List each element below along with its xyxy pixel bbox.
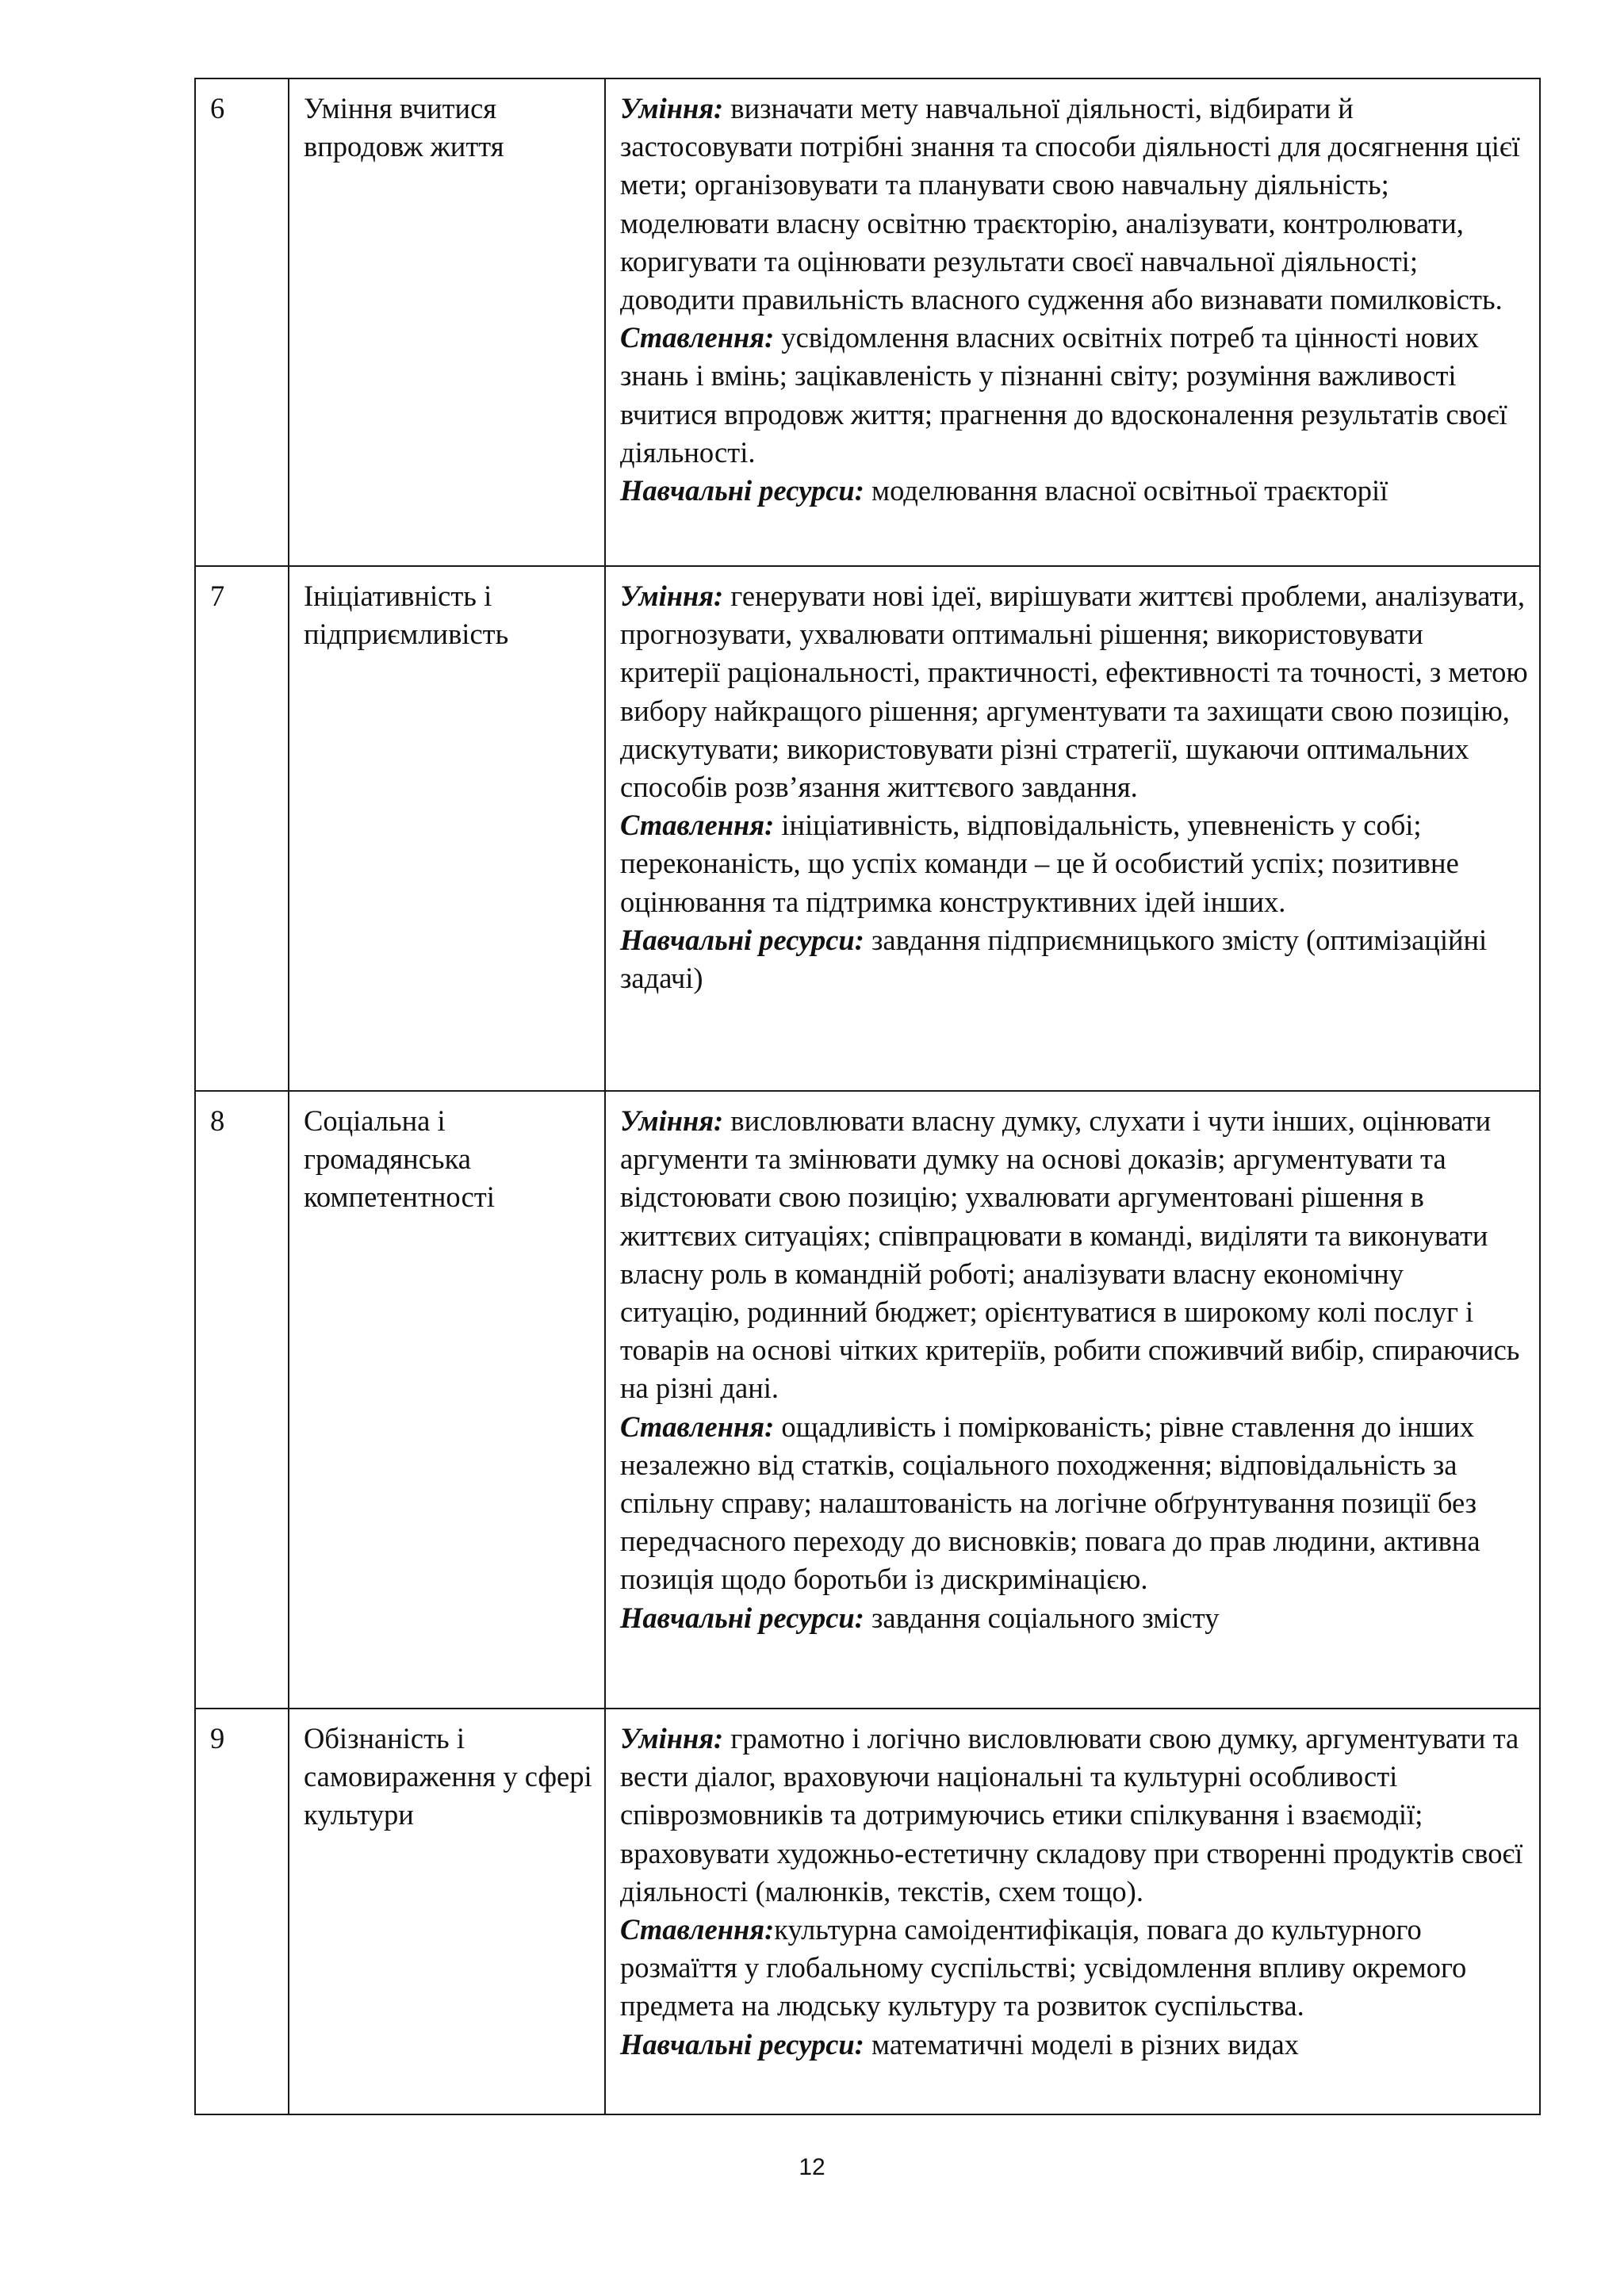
skills-label: Уміння: <box>620 580 724 612</box>
resources-label: Навчальні ресурси: <box>620 474 864 507</box>
row-number: 8 <box>195 1091 289 1709</box>
resources-line <box>620 921 1530 997</box>
attitudes-text: культурна самоідентифікація, повага до культурного розмаїття у глобальному суспільстві; усвідомлення впливу окремого предмета на людську культуру та розвиток суспільства. <box>620 1913 1467 2022</box>
resources-text: завдання соціального змісту <box>871 1601 1220 1634</box>
skills-text: висловлювати власну думку, слухати і чути інших, оцінювати аргументи та змінювати думку на основі доказів; аргументувати та відстоювати свою позицію; ухвалювати аргументовані рішення в життєвих ситуаціях; співпрацювати в команді, виділяти та виконувати власну роль в командній роботі; аналізувати власну економічну ситуацію, родинний бюджет; орієнтуватися в широкому колі послуг і товарів на основі чітких критеріїв, робити споживчий вибір, спираючись на різні дані. <box>620 1104 1520 1405</box>
row-number: 6 <box>195 78 289 566</box>
row-number: 9 <box>195 1709 289 2114</box>
attitudes-label: Ставлення: <box>620 1913 775 1946</box>
attitudes-line <box>620 1408 1530 1599</box>
skills-line <box>620 90 1530 319</box>
table-row <box>195 566 1540 1091</box>
resources-text: математичні моделі в різних видах <box>871 2027 1299 2061</box>
resources-label: Навчальні ресурси: <box>620 2027 864 2061</box>
attitudes-text: усвідомлення власних освітніх потреб та цінності нових знань і вмінь; зацікавленість у пізнанні світу; розуміння важливості вчитися впродовж життя; прагнення до вдосконалення результатів своєї діяльності. <box>620 321 1507 469</box>
skills-text: грамотно і логічно висловлювати свою думку, аргументувати та вести діалог, враховуючи національні та культурні особливості співрозмовників та дотримуючись етики спілкування і взаємодії; враховувати художньо-естетичну складову при створенні продуктів своєї діяльності (малюнків, текстів, схем тощо). <box>620 1722 1523 1908</box>
resources-label: Навчальні ресурси: <box>620 1601 864 1634</box>
competency-description <box>605 566 1540 1091</box>
skills-label: Уміння: <box>620 92 724 124</box>
attitudes-text: ініціативність, відповідальність, упевненість у собі; переконаність, що успіх команди – це й особистий успіх; позитивне оцінювання та підтримка конструктивних ідей інших. <box>620 809 1459 918</box>
competency-name: Обізнаність і самовираження у сфері культури <box>289 1709 605 2114</box>
skills-text: генерувати нові ідеї, вирішувати життєві проблеми, аналізувати, прогнозувати, ухвалювати оптимальні рішення; використовувати критерії раціональності, практичності, ефективності та точності, з метою вибору найкращого рішення; аргументувати та захищати свою позицію, дискутувати; використовувати різні стратегії, шукаючи оптимальних способів розв’язання життєвого завдання. <box>620 580 1528 804</box>
resources-line <box>620 1599 1530 1637</box>
page-number: 12 <box>799 2154 825 2180</box>
competency-description <box>605 1709 1540 2114</box>
resources-text: завдання підприємницького змісту (оптимізаційні задачі) <box>620 923 1488 995</box>
competency-description <box>605 1091 1540 1709</box>
resources-line <box>620 472 1530 510</box>
attitudes-line <box>620 319 1530 472</box>
attitudes-text: ощадливість і поміркованість; рівне ставлення до інших незалежно від статків, соціального походження; відповідальність за спільну справу; налаштованість на логічне обґрунтування позиції без передчасного переходу до висновків; повага до прав людини, активна позиція щодо боротьби із дискримінацією. <box>620 1410 1480 1596</box>
attitudes-label: Ставлення: <box>620 321 775 354</box>
competency-name: Соціальна і громадянська компетентності <box>289 1091 605 1709</box>
table-row <box>195 1709 1540 2114</box>
skills-text: визначати мету навчальної діяльності, відбирати й застосовувати потрібні знання та способи діяльності для досягнення цієї мети; організовувати та планувати свою навчальну діяльність; моделювати власну освітню траєкторію, аналізувати, контролювати, коригувати та оцінювати результати своєї навчальної діяльності; доводити правильність власного судження або визнавати помилковість. <box>620 92 1520 316</box>
attitudes-label: Ставлення: <box>620 1410 775 1443</box>
row-number: 7 <box>195 566 289 1091</box>
competency-name: Уміння вчитися впродовж життя <box>289 78 605 566</box>
skills-line <box>620 577 1530 806</box>
skills-line <box>620 1102 1530 1408</box>
skills-line <box>620 1720 1530 1911</box>
attitudes-line <box>620 806 1530 921</box>
competency-name: Ініціативність і підприємливість <box>289 566 605 1091</box>
resources-line <box>620 2026 1530 2064</box>
attitudes-line <box>620 1911 1530 2026</box>
resources-label: Навчальні ресурси: <box>620 923 864 956</box>
resources-text: моделювання власної освітньої траєкторії <box>871 474 1388 507</box>
competency-description <box>605 78 1540 566</box>
skills-label: Уміння: <box>620 1722 724 1755</box>
skills-label: Уміння: <box>620 1104 724 1137</box>
attitudes-label: Ставлення: <box>620 809 775 842</box>
competency-table <box>194 78 1541 2115</box>
table-row <box>195 1091 1540 1709</box>
table-row <box>195 78 1540 566</box>
